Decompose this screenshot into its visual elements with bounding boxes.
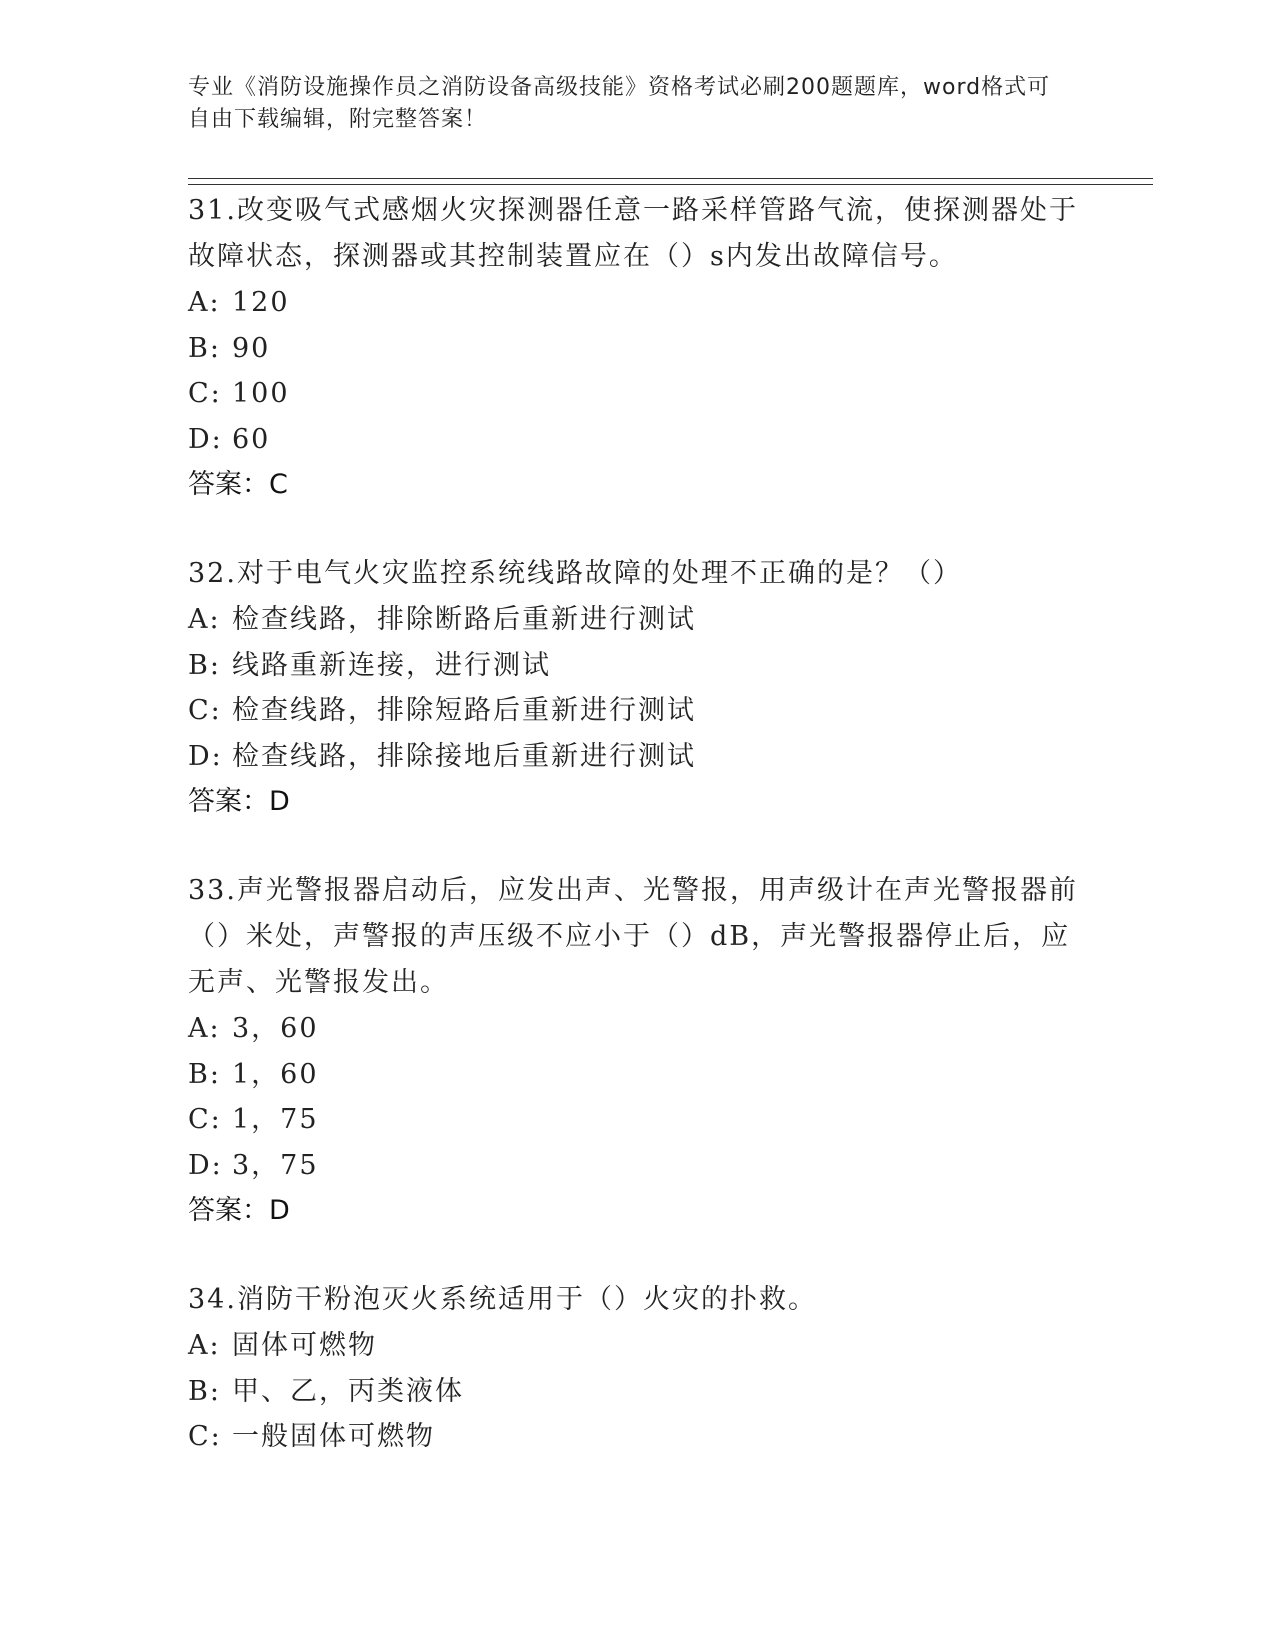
option-key: D: [188,423,223,455]
option-text: 3，75 [232,1149,319,1181]
option-text: 检查线路，排除接地后重新进行测试 [232,740,696,772]
header-divider-bottom [188,184,1153,185]
option-text: 120 [232,287,290,318]
question-stem: 33.声光警报器启动后，应发出声、光警报，用声级计在声光警报器前（）米处，声警报的声压级不应小于（）dB，声光警报器停止后，应无声、光警报发出。 [188,875,1078,998]
option-d [188,1143,1088,1189]
option-text: 1，60 [232,1058,319,1090]
question-stem: 31.改变吸气式感烟火灾探测器任意一路采样管路气流，使探测器处于故障状态，探测器或其控制装置应在（）s内发出故障信号。 [188,195,1078,272]
option-b [188,1369,1088,1415]
question-list [188,188,1088,1504]
option-c [188,688,1088,734]
option-key: B: [188,1058,221,1090]
option-key: B: [188,1375,221,1407]
question-stem: 34.消防干粉泡灭火系统适用于（）火灾的扑救。 [188,1284,817,1315]
option-b [188,643,1088,689]
question-stem: 32.对于电气火灾监控系统线路故障的处理不正确的是？（） [188,558,962,589]
option-b [188,326,1088,372]
question-31 [188,188,1088,507]
option-c [188,371,1088,417]
option-text: 固体可燃物 [232,1330,377,1361]
option-text: 检查线路，排除断路后重新进行测试 [232,604,696,635]
answer-line: 答案：C [188,469,288,500]
option-text: 100 [232,378,290,409]
option-text: 一般固体可燃物 [232,1421,435,1452]
option-key: C: [188,378,222,409]
option-text: 检查线路，排除短路后重新进行测试 [232,695,696,726]
option-key: C: [188,1104,222,1135]
option-key: B: [188,332,221,364]
option-a [188,1323,1088,1369]
option-text: 90 [232,332,271,364]
option-a [188,1006,1088,1052]
option-key: B: [188,649,221,681]
answer-line: 答案：D [188,786,290,817]
answer-line: 答案：D [188,1195,290,1226]
option-key: C: [188,695,222,726]
option-a [188,597,1088,643]
option-c [188,1414,1088,1460]
option-key: D: [188,740,223,772]
option-b [188,1052,1088,1098]
question-33 [188,868,1088,1233]
option-d [188,734,1088,780]
option-key: C: [188,1421,222,1452]
option-text: 1，75 [232,1104,319,1135]
option-text: 线路重新连接，进行测试 [232,649,551,681]
option-key: D: [188,1149,223,1181]
option-key: A: [188,287,221,318]
option-key: A: [188,604,221,635]
option-text: 甲、乙，丙类液体 [232,1375,464,1407]
header-divider-top [188,178,1153,179]
option-a [188,280,1088,326]
option-text: 3，60 [232,1013,319,1044]
question-32 [188,551,1088,824]
question-34 [188,1277,1088,1460]
option-c [188,1097,1088,1143]
option-key: A: [188,1013,221,1044]
option-key: A: [188,1330,221,1361]
option-d [188,417,1088,463]
option-text: 60 [232,423,271,455]
document-header: 专业《消防设施操作员之消防设备高级技能》资格考试必刷200题题库，word格式可自由下载编辑，附完整答案！ [188,75,1051,132]
